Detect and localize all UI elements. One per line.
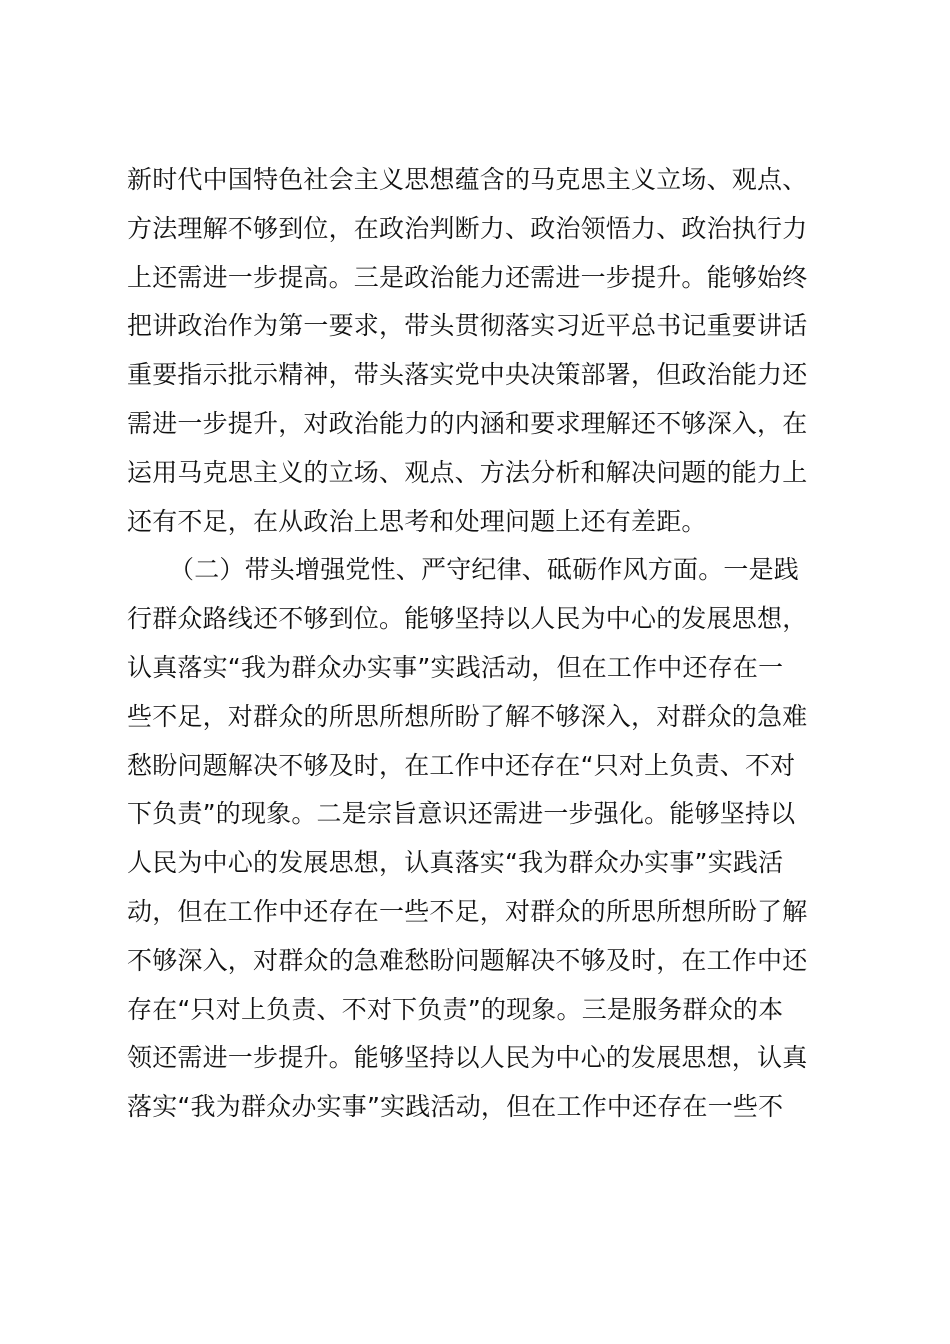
text-line: 下负责”的现象。二是宗旨意识还需进一步强化。能够坚持以 (127, 799, 796, 829)
text-line: 上还需进一步提高。三是政治能力还需进一步提升。能够始终 (127, 262, 808, 292)
text-line: 新时代中国特色社会主义思想蕴含的马克思主义立场、观点、 (127, 165, 808, 194)
text-line: 动，但在工作中还存在一些不足，对群众的所思所想所盼了解 (127, 896, 808, 926)
text-line: 落实“我为群众办实事”实践活动，但在工作中还存在一些不 (127, 1092, 784, 1122)
text-line: 重要指示批示精神，带头落实党中央决策部署，但政治能力还 (127, 360, 808, 390)
text-line: 运用马克思主义的立场、观点、方法分析和解决问题的能力上 (127, 457, 808, 487)
text-line: 领还需进一步提升。能够坚持以人民为中心的发展思想，认真 (127, 1043, 808, 1073)
text-line: 人民为中心的发展思想，认真落实“我为群众办实事”实践活 (127, 848, 784, 878)
text-line: 存在“只对上负责、不对下负责”的现象。三是服务群众的本 (127, 994, 784, 1024)
section-heading-line: （二）带头增强党性、严守纪律、砥砺作风方面。一是践 (169, 555, 800, 585)
text-line: 行群众路线还不够到位。能够坚持以人民为中心的发展思想， (127, 604, 808, 634)
text-line: 把讲政治作为第一要求，带头贯彻落实习近平总书记重要讲话 (127, 311, 808, 341)
body-text (127, 156, 837, 1132)
text-line: 认真落实“我为群众办实事”实践活动，但在工作中还存在一 (127, 652, 784, 682)
text-line: 方法理解不够到位，在政治判断力、政治领悟力、政治执行力 (127, 213, 808, 243)
text-line: 些不足，对群众的所思所想所盼了解不够深入，对群众的急难 (127, 701, 808, 731)
text-line: 愁盼问题解决不够及时，在工作中还存在“只对上负责、不对 (127, 750, 796, 780)
text-line: 还有不足，在从政治上思考和处理问题上还有差距。 (127, 506, 707, 536)
text-line: 需进一步提升，对政治能力的内涵和要求理解还不够深入，在 (127, 408, 808, 438)
text-line: 不够深入，对群众的急难愁盼问题解决不够及时，在工作中还 (127, 945, 808, 975)
